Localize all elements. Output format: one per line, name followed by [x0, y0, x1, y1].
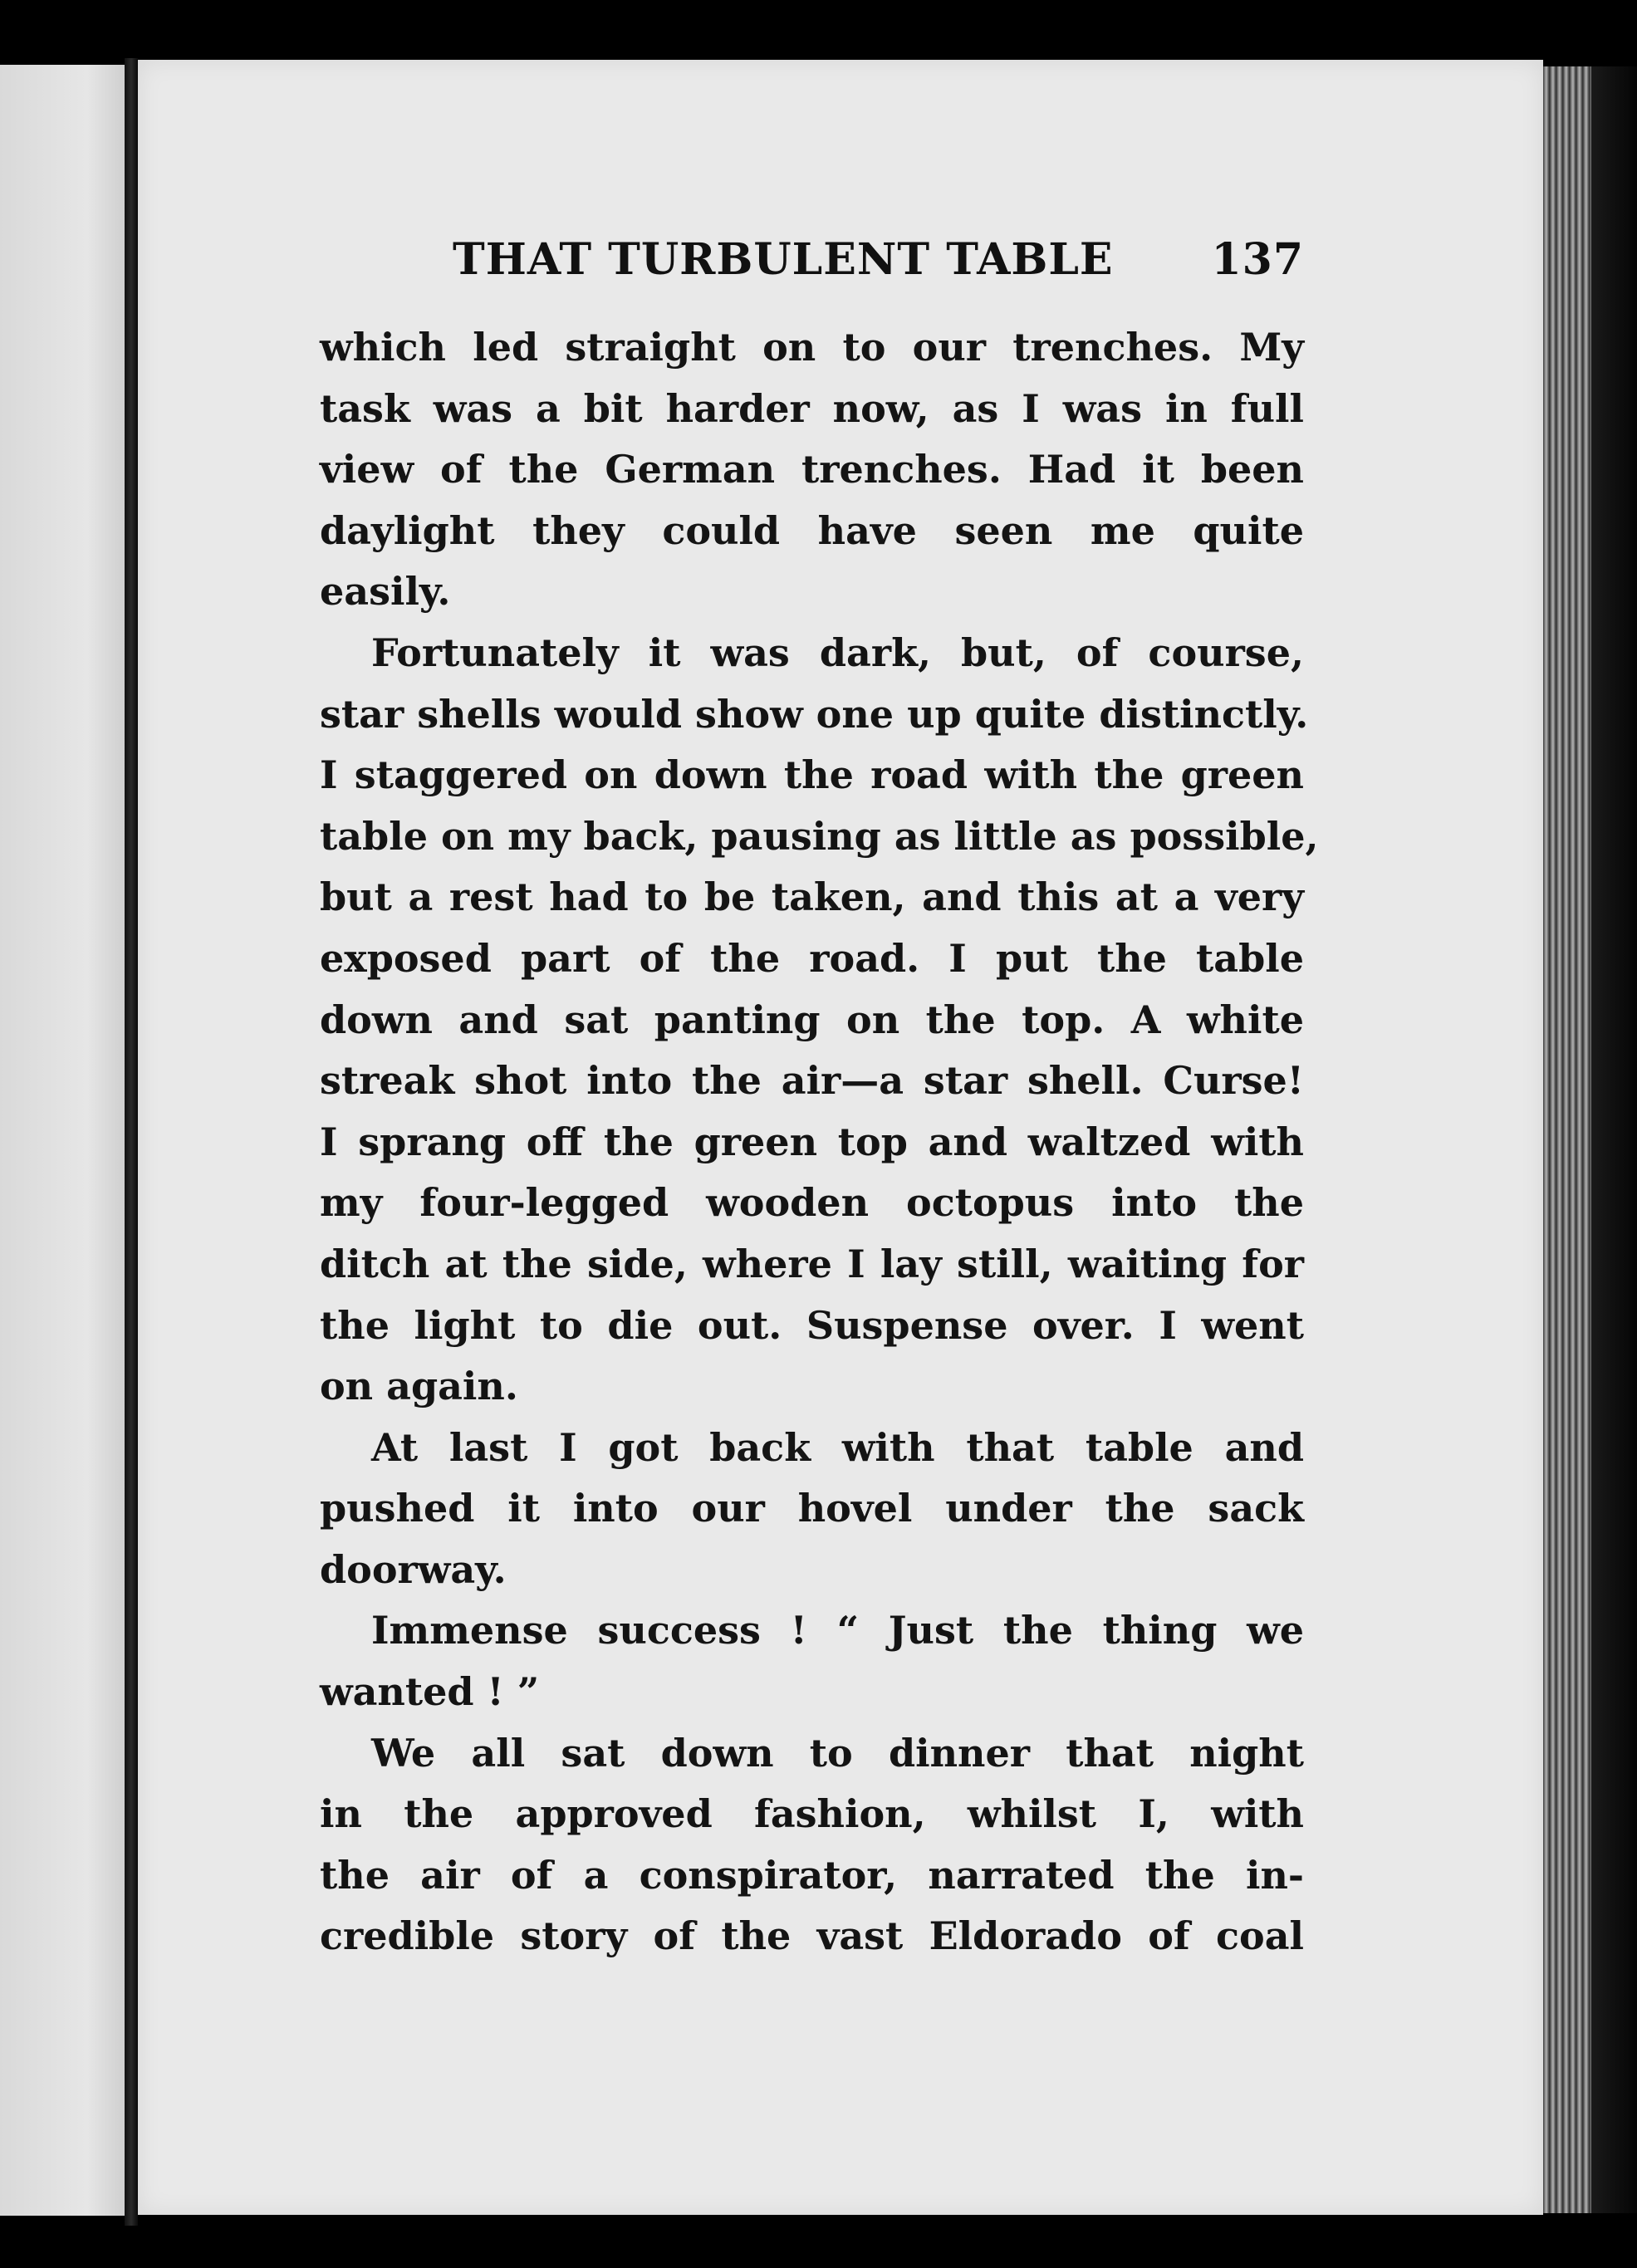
- text-line: the air of a conspirator, narrated the in-: [320, 1852, 1304, 1898]
- body-text: [320, 317, 1319, 1967]
- text-line: Fortunately it was dark, but, of course,: [371, 629, 1304, 675]
- running-head-title: THAT TURBULENT TABLE: [453, 234, 1114, 285]
- text-line: credible story of the vast Eldorado of coal: [320, 1913, 1304, 1959]
- text-line: task was a bit harder now, as I was in full: [320, 385, 1304, 431]
- text-line: I staggered on down the road with the green: [320, 752, 1304, 798]
- running-head: [453, 234, 1304, 292]
- text-line: I sprang off the green top and waltzed with: [320, 1119, 1304, 1164]
- text-line: At last I got back with that table and: [371, 1424, 1304, 1470]
- page-number: 137: [1211, 234, 1304, 285]
- text-line: exposed part of the road. I put the table: [320, 935, 1304, 981]
- text-line: table on my back, pausing as little as possible,: [320, 813, 1319, 859]
- text-line: which led straight on to our trenches. My: [320, 325, 1304, 370]
- text-line: wanted ! ”: [320, 1669, 540, 1715]
- facing-page-edge: [0, 65, 125, 2216]
- text-line: easily.: [320, 569, 451, 615]
- text-line: the light to die out. Suspense over. I went: [320, 1302, 1304, 1348]
- text-line: down and sat panting on the top. A white: [320, 997, 1304, 1042]
- text-line: doorway.: [320, 1546, 507, 1592]
- text-line: but a rest had to be taken, and this at a very: [320, 874, 1304, 920]
- text-line: We all sat down to dinner that night: [371, 1730, 1304, 1776]
- page-edges: [1543, 66, 1591, 2213]
- text-line: in the approved fashion, whilst I, with: [320, 1791, 1304, 1837]
- text-line: on again.: [320, 1364, 518, 1409]
- page-edges-shadow: [1591, 66, 1637, 2213]
- text-line: star shells would show one up quite distinctly.: [320, 691, 1309, 737]
- text-line: Immense success ! “ Just the thing we: [371, 1608, 1304, 1653]
- text-line: my four-legged wooden octopus into the: [320, 1180, 1304, 1226]
- text-line: ditch at the side, where I lay still, waiting for: [320, 1241, 1304, 1286]
- text-line: streak shot into the air—a star shell. Curse!: [320, 1058, 1304, 1104]
- text-line: view of the German trenches. Had it been: [320, 447, 1304, 492]
- text-line: pushed it into our hovel under the sack: [320, 1486, 1304, 1531]
- text-line: daylight they could have seen me quite: [320, 507, 1304, 553]
- book-gutter: [125, 58, 138, 2226]
